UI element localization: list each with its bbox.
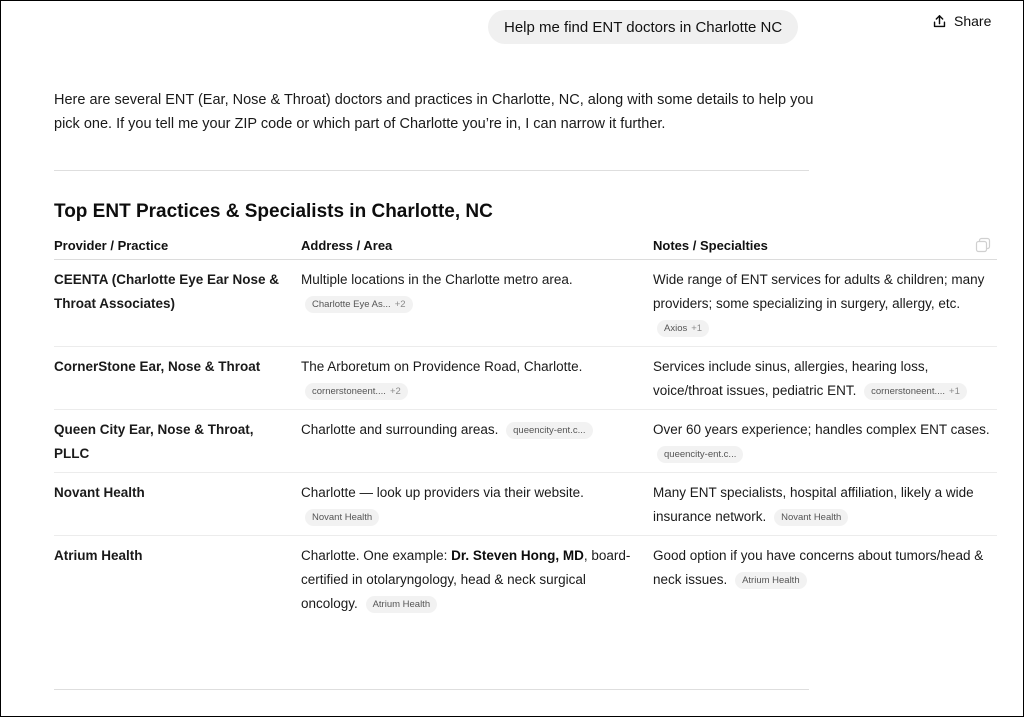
column-header-notes: Notes / Specialties: [653, 233, 997, 260]
table-row: [54, 536, 997, 623]
notes-cell: [653, 347, 997, 410]
column-header-provider: Provider / Practice: [54, 233, 301, 260]
source-chip[interactable]: cornerstoneent.... +1: [864, 383, 967, 400]
source-chip[interactable]: Axios +1: [657, 320, 709, 337]
provider-name: CEENTA (Charlotte Eye Ear Nose & Throat Associates): [54, 260, 301, 347]
assistant-intro-text: Here are several ENT (Ear, Nose & Throat) doctors and practices in Charlotte, NC, along with some details to help you pick one. If you tell me your ZIP code or which part of Charlotte you’re in, I can narrow it further.: [54, 92, 814, 132]
provider-name: Novant Health: [54, 473, 301, 536]
ent-providers-table: [54, 233, 997, 622]
address-text-lead: Charlotte. One example:: [301, 548, 452, 563]
address-text: Charlotte and surrounding areas.: [301, 422, 499, 437]
table-row: [54, 410, 997, 473]
table-header-row: [54, 233, 997, 260]
address-cell: [301, 473, 653, 536]
share-button[interactable]: [931, 11, 991, 31]
source-chip[interactable]: Novant Health: [774, 509, 848, 526]
provider-name: Atrium Health: [54, 548, 143, 563]
source-chip[interactable]: Atrium Health: [735, 572, 807, 589]
address-text: Charlotte — look up providers via their website.: [301, 485, 584, 500]
notes-text: Over 60 years experience; handles complex ENT cases.: [653, 422, 990, 437]
divider: [54, 689, 809, 690]
share-label: Share: [954, 13, 992, 29]
table-row: [54, 347, 997, 410]
source-chip[interactable]: queencity-ent.c...: [657, 446, 743, 463]
section-heading: Top ENT Practices & Specialists in Charlotte, NC: [54, 201, 493, 222]
column-header-address: Address / Area: [301, 233, 653, 260]
share-icon: [931, 13, 948, 30]
user-message-bubble: [488, 10, 798, 44]
address-cell: [301, 536, 653, 623]
address-text: The Arboretum on Providence Road, Charlotte.: [301, 359, 583, 374]
address-cell: [301, 260, 653, 347]
doctor-name: Dr. Steven Hong, MD: [451, 548, 584, 563]
user-message-text: Help me find ENT doctors in Charlotte NC: [504, 18, 783, 36]
address-cell: [301, 410, 653, 473]
notes-text: Many ENT specialists, hospital affiliation, likely a wide insurance network.: [653, 485, 974, 524]
notes-text: Wide range of ENT services for adults & children; many providers; some specializing in surgery, allergy, etc.: [653, 272, 985, 311]
provider-name: CornerStone Ear, Nose & Throat: [54, 347, 301, 410]
divider: [54, 170, 809, 171]
source-chip[interactable]: Charlotte Eye As... +2: [305, 296, 413, 313]
notes-text: Services include sinus, allergies, hearing loss, voice/throat issues, pediatric ENT.: [653, 359, 929, 398]
provider-name: Queen City Ear, Nose & Throat, PLLC: [54, 410, 301, 473]
address-text-tail: , board-certified in otolaryngology, head & neck surgical oncology.: [301, 548, 631, 611]
address-cell: [301, 347, 653, 410]
source-chip[interactable]: Novant Health: [305, 509, 379, 526]
source-chip[interactable]: cornerstoneent.... +2: [305, 383, 408, 400]
source-chip[interactable]: Atrium Health: [366, 596, 438, 613]
notes-cell: [653, 473, 997, 536]
table-row: [54, 473, 997, 536]
source-chip[interactable]: queencity-ent.c...: [506, 422, 592, 439]
notes-cell: [653, 410, 997, 473]
notes-text: Good option if you have concerns about tumors/head & neck issues.: [653, 548, 984, 587]
table-row: [54, 260, 997, 347]
address-text: Multiple locations in the Charlotte metro area.: [301, 272, 573, 287]
notes-cell: [653, 536, 997, 623]
notes-cell: [653, 260, 997, 347]
